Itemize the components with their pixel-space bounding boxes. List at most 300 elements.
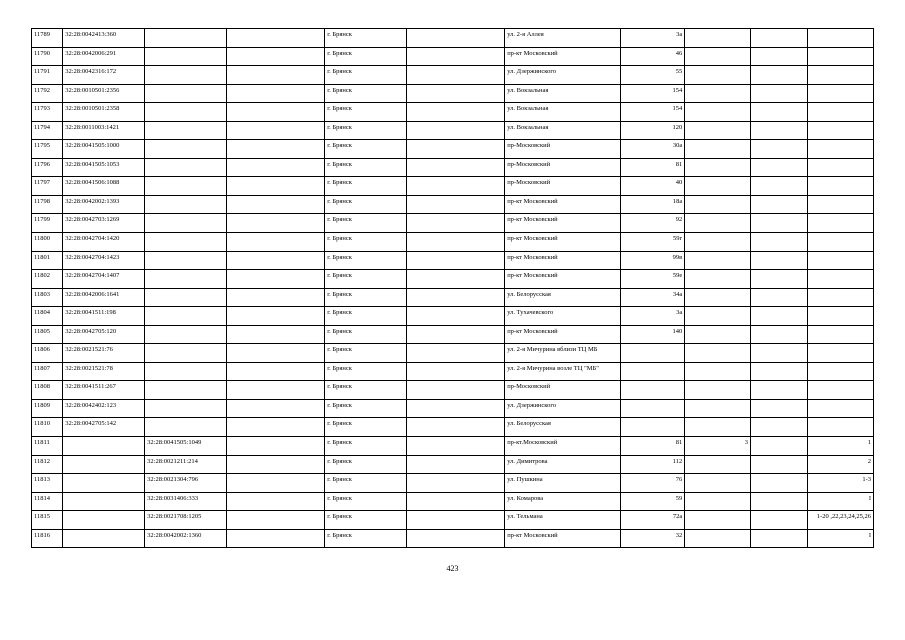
city-cell: г. Брянск [325,288,407,307]
empty-cell [407,344,505,363]
cadastral-number-alt-cell [145,381,227,400]
extra-number-cell [685,140,751,159]
house-number-cell: 59г [620,233,685,252]
cadastral-number-alt-cell: 32:28:0021304:796 [145,474,227,493]
cadastral-number-cell: 32:28:0042705:142 [63,418,145,437]
house-number-cell [620,344,685,363]
cadastral-number-cell: 32:28:0021521:78 [63,362,145,381]
cadastral-number-alt-cell [145,47,227,66]
empty-cell [750,381,807,400]
empty-cell [407,195,505,214]
empty-cell [750,233,807,252]
street-cell: пр-кт Московский [505,214,620,233]
house-number-cell [620,418,685,437]
street-cell: ул. Дзержинского [505,66,620,85]
city-cell: г. Брянск [325,103,407,122]
register-table [31,28,874,548]
street-cell: ул. Белорусская [505,288,620,307]
empty-cell [227,270,325,289]
premises-number-cell [808,251,874,270]
empty-cell [750,529,807,548]
empty-cell [407,529,505,548]
extra-number-cell [685,195,751,214]
cadastral-number-alt-cell [145,288,227,307]
empty-cell [407,121,505,140]
house-number-cell: 55 [620,66,685,85]
cadastral-number-cell: 32:28:0011003:1421 [63,121,145,140]
cadastral-number-alt-cell [145,418,227,437]
empty-cell [227,307,325,326]
empty-cell [750,288,807,307]
empty-cell [750,399,807,418]
table-row [32,307,874,326]
house-number-cell: 154 [620,103,685,122]
premises-number-cell [808,362,874,381]
row-number-cell: 11805 [32,325,63,344]
premises-number-cell [808,307,874,326]
street-cell: пр-Московский [505,381,620,400]
table-row [32,140,874,159]
street-cell: ул. Тельмана [505,511,620,530]
cadastral-number-cell: 32:28:0042703:1269 [63,214,145,233]
street-cell: ул. Вокзальная [505,103,620,122]
empty-cell [750,325,807,344]
table-row [32,529,874,548]
cadastral-number-cell: 32:28:0042413:360 [63,29,145,48]
row-number-cell: 11804 [32,307,63,326]
house-number-cell: 112 [620,455,685,474]
empty-cell [227,381,325,400]
empty-cell [407,233,505,252]
cadastral-number-alt-cell [145,29,227,48]
street-cell: ул. Тухачевского [505,307,620,326]
empty-cell [227,362,325,381]
premises-number-cell [808,140,874,159]
cadastral-number-alt-cell: 32:28:0041505:1049 [145,437,227,456]
cadastral-number-cell: 32:28:0042006:291 [63,47,145,66]
row-number-cell: 11791 [32,66,63,85]
row-number-cell: 11796 [32,158,63,177]
cadastral-number-alt-cell [145,344,227,363]
city-cell: г. Брянск [325,418,407,437]
city-cell: г. Брянск [325,344,407,363]
table-row [32,251,874,270]
empty-cell [227,492,325,511]
city-cell: г. Брянск [325,158,407,177]
extra-number-cell [685,251,751,270]
premises-number-cell [808,288,874,307]
empty-cell [750,214,807,233]
house-number-cell [620,381,685,400]
cadastral-number-alt-cell [145,158,227,177]
empty-cell [407,140,505,159]
street-cell: ул. 2-я Мичурина вблизи ТЦ МБ [505,344,620,363]
table-row [32,492,874,511]
empty-cell [227,84,325,103]
row-number-cell: 11813 [32,474,63,493]
premises-number-cell [808,29,874,48]
street-cell: пр-кт Московский [505,233,620,252]
cadastral-number-alt-cell [145,251,227,270]
row-number-cell: 11794 [32,121,63,140]
street-cell: пр-Московский [505,158,620,177]
extra-number-cell [685,103,751,122]
row-number-cell: 11814 [32,492,63,511]
premises-number-cell [808,177,874,196]
empty-cell [227,233,325,252]
premises-number-cell [808,418,874,437]
premises-number-cell: I [808,529,874,548]
extra-number-cell [685,214,751,233]
cadastral-number-cell [63,529,145,548]
street-cell: ул. Димитрова [505,455,620,474]
empty-cell [407,362,505,381]
cadastral-number-cell: 32:28:0041506:1088 [63,177,145,196]
table-row [32,511,874,530]
cadastral-number-alt-cell [145,121,227,140]
row-number-cell: 11789 [32,29,63,48]
cadastral-number-cell: 32:28:0042002:1393 [63,195,145,214]
table-row [32,103,874,122]
cadastral-number-alt-cell [145,66,227,85]
empty-cell [750,344,807,363]
extra-number-cell [685,492,751,511]
empty-cell [227,511,325,530]
house-number-cell [620,362,685,381]
premises-number-cell [808,399,874,418]
extra-number-cell [685,121,751,140]
empty-cell [227,195,325,214]
empty-cell [407,84,505,103]
table-row [32,344,874,363]
empty-cell [227,455,325,474]
cadastral-number-alt-cell [145,233,227,252]
city-cell: г. Брянск [325,177,407,196]
premises-number-cell [808,214,874,233]
empty-cell [227,140,325,159]
city-cell: г. Брянск [325,437,407,456]
premises-number-cell [808,381,874,400]
city-cell: г. Брянск [325,492,407,511]
table-row [32,66,874,85]
table-row [32,325,874,344]
row-number-cell: 11797 [32,177,63,196]
empty-cell [227,103,325,122]
empty-cell [407,288,505,307]
empty-cell [407,474,505,493]
empty-cell [407,29,505,48]
city-cell: г. Брянск [325,140,407,159]
cadastral-number-cell: 32:28:0041511:267 [63,381,145,400]
empty-cell [750,158,807,177]
empty-cell [227,251,325,270]
cadastral-number-alt-cell [145,325,227,344]
empty-cell [227,66,325,85]
cadastral-number-cell: 32:28:0041505:1000 [63,140,145,159]
cadastral-number-alt-cell: 32:28:0042002:1360 [145,529,227,548]
premises-number-cell [808,84,874,103]
empty-cell [407,270,505,289]
empty-cell [750,29,807,48]
house-number-cell: 81 [620,437,685,456]
house-number-cell: 40 [620,177,685,196]
street-cell: ул. Вокзальная [505,84,620,103]
empty-cell [407,251,505,270]
empty-cell [407,455,505,474]
row-number-cell: 11815 [32,511,63,530]
empty-cell [407,158,505,177]
row-number-cell: 11799 [32,214,63,233]
table-row [32,47,874,66]
extra-number-cell [685,29,751,48]
street-cell: пр-кт Московский [505,270,620,289]
row-number-cell: 11790 [32,47,63,66]
row-number-cell: 11803 [32,288,63,307]
page-number: 423 [446,564,459,573]
city-cell: г. Брянск [325,29,407,48]
register-table-body [32,29,874,548]
row-number-cell: 11806 [32,344,63,363]
house-number-cell: 59е [620,270,685,289]
extra-number-cell [685,529,751,548]
table-row [32,381,874,400]
cadastral-number-cell [63,492,145,511]
empty-cell [750,418,807,437]
street-cell: пр-кт Московский [505,47,620,66]
cadastral-number-alt-cell [145,140,227,159]
house-number-cell: 76 [620,474,685,493]
city-cell: г. Брянск [325,399,407,418]
empty-cell [407,103,505,122]
street-cell: ул. Белорусская [505,418,620,437]
extra-number-cell [685,511,751,530]
street-cell: ул. 2-я Мичурина возле ТЦ "МБ" [505,362,620,381]
city-cell: г. Брянск [325,325,407,344]
street-cell: ул. Дзержинского [505,399,620,418]
empty-cell [407,511,505,530]
empty-cell [227,288,325,307]
extra-number-cell [685,177,751,196]
street-cell: ул. Комарова [505,492,620,511]
row-number-cell: 11810 [32,418,63,437]
cadastral-number-alt-cell [145,84,227,103]
cadastral-number-alt-cell: 32:28:0031406:333 [145,492,227,511]
city-cell: г. Брянск [325,381,407,400]
row-number-cell: 11792 [32,84,63,103]
cadastral-number-cell: 32:28:0042704:1420 [63,233,145,252]
empty-cell [750,251,807,270]
row-number-cell: 11798 [32,195,63,214]
empty-cell [407,214,505,233]
cadastral-number-alt-cell [145,270,227,289]
cadastral-number-alt-cell [145,195,227,214]
row-number-cell: 11800 [32,233,63,252]
premises-number-cell: 1 [808,437,874,456]
table-row [32,177,874,196]
extra-number-cell [685,381,751,400]
table-row [32,233,874,252]
cadastral-number-cell: 32:28:0042316:172 [63,66,145,85]
empty-cell [407,47,505,66]
city-cell: г. Брянск [325,455,407,474]
street-cell: пр-кт Московский [505,251,620,270]
table-row [32,474,874,493]
empty-cell [227,529,325,548]
house-number-cell: 30а [620,140,685,159]
empty-cell [227,399,325,418]
cadastral-number-cell: 32:28:0010501:2356 [63,84,145,103]
extra-number-cell [685,47,751,66]
city-cell: г. Брянск [325,84,407,103]
premises-number-cell [808,121,874,140]
city-cell: г. Брянск [325,121,407,140]
extra-number-cell [685,66,751,85]
row-number-cell: 11816 [32,529,63,548]
empty-cell [407,325,505,344]
empty-cell [407,66,505,85]
cadastral-number-cell [63,511,145,530]
cadastral-number-alt-cell: 32:28:0021708:1205 [145,511,227,530]
extra-number-cell [685,399,751,418]
table-row [32,29,874,48]
premises-number-cell [808,233,874,252]
city-cell: г. Брянск [325,511,407,530]
empty-cell [227,344,325,363]
cadastral-number-cell: 32:28:0042704:1423 [63,251,145,270]
empty-cell [407,492,505,511]
extra-number-cell [685,84,751,103]
extra-number-cell [685,362,751,381]
extra-number-cell [685,474,751,493]
house-number-cell: 81 [620,158,685,177]
house-number-cell: 3а [620,307,685,326]
city-cell: г. Брянск [325,307,407,326]
city-cell: г. Брянск [325,251,407,270]
empty-cell [407,399,505,418]
street-cell: ул. Вокзальная [505,121,620,140]
extra-number-cell [685,307,751,326]
empty-cell [750,121,807,140]
house-number-cell [620,399,685,418]
empty-cell [227,325,325,344]
table-row [32,288,874,307]
empty-cell [750,66,807,85]
empty-cell [407,437,505,456]
premises-number-cell [808,66,874,85]
house-number-cell: 3а [620,29,685,48]
premises-number-cell: I [808,492,874,511]
empty-cell [750,195,807,214]
empty-cell [227,29,325,48]
empty-cell [750,47,807,66]
street-cell: пр-кт.Московский [505,437,620,456]
street-cell: пр-кт Московский [505,195,620,214]
empty-cell [750,84,807,103]
empty-cell [750,455,807,474]
row-number-cell: 11811 [32,437,63,456]
cadastral-number-cell: 32:28:0041505:1053 [63,158,145,177]
empty-cell [227,177,325,196]
row-number-cell: 11808 [32,381,63,400]
cadastral-number-alt-cell [145,103,227,122]
table-row [32,121,874,140]
extra-number-cell [685,233,751,252]
house-number-cell: 154 [620,84,685,103]
empty-cell [407,381,505,400]
empty-cell [750,140,807,159]
premises-number-cell [808,158,874,177]
row-number-cell: 11795 [32,140,63,159]
table-row [32,158,874,177]
street-cell: пр-кт Московский [505,325,620,344]
table-row [32,84,874,103]
premises-number-cell: 2 [808,455,874,474]
premises-number-cell: 1-20 ,22,23,24,25,26 [808,511,874,530]
city-cell: г. Брянск [325,270,407,289]
empty-cell [227,121,325,140]
city-cell: г. Брянск [325,195,407,214]
empty-cell [227,214,325,233]
row-number-cell: 11793 [32,103,63,122]
row-number-cell: 11802 [32,270,63,289]
table-row [32,399,874,418]
house-number-cell: 32 [620,529,685,548]
empty-cell [750,307,807,326]
extra-number-cell [685,325,751,344]
city-cell: г. Брянск [325,362,407,381]
empty-cell [407,307,505,326]
row-number-cell: 11807 [32,362,63,381]
extra-number-cell [685,288,751,307]
cadastral-number-cell: 32:28:0042006:1641 [63,288,145,307]
row-number-cell: 11812 [32,455,63,474]
empty-cell [750,492,807,511]
empty-cell [407,418,505,437]
street-cell: пр-Московский [505,140,620,159]
cadastral-number-alt-cell: 32:28:0021211:214 [145,455,227,474]
cadastral-number-cell: 32:28:0041511:198 [63,307,145,326]
house-number-cell: 120 [620,121,685,140]
empty-cell [750,474,807,493]
empty-cell [407,177,505,196]
cadastral-number-cell [63,474,145,493]
empty-cell [227,47,325,66]
row-number-cell: 11801 [32,251,63,270]
empty-cell [227,418,325,437]
empty-cell [227,158,325,177]
cadastral-number-cell: 32:28:0042705:120 [63,325,145,344]
cadastral-number-cell: 32:28:0042704:1407 [63,270,145,289]
extra-number-cell [685,344,751,363]
house-number-cell: 140 [620,325,685,344]
row-number-cell: 11809 [32,399,63,418]
cadastral-number-cell [63,437,145,456]
empty-cell [750,511,807,530]
empty-cell [750,437,807,456]
house-number-cell: 59 [620,492,685,511]
house-number-cell: 99в [620,251,685,270]
table-row [32,214,874,233]
table-row [32,270,874,289]
cadastral-number-alt-cell [145,399,227,418]
cadastral-number-cell: 32:28:0021521:76 [63,344,145,363]
city-cell: г. Брянск [325,214,407,233]
extra-number-cell [685,158,751,177]
premises-number-cell [808,325,874,344]
premises-number-cell [808,103,874,122]
city-cell: г. Брянск [325,66,407,85]
house-number-cell: 18а [620,195,685,214]
